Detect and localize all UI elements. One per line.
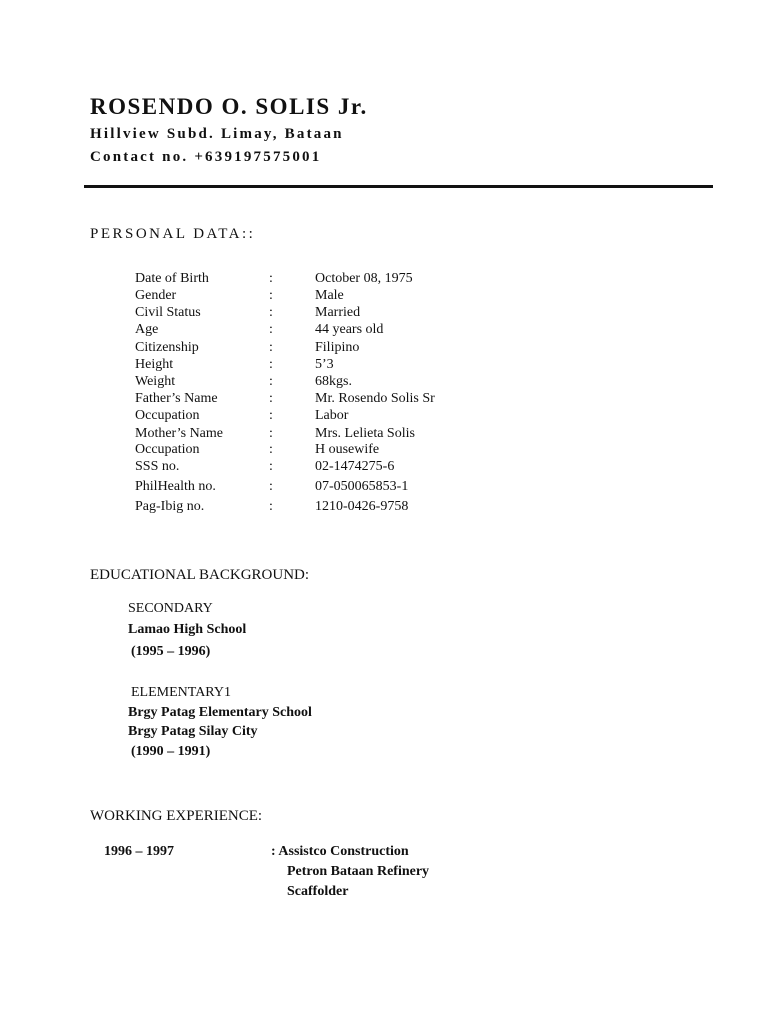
- personal-data-separator: :: [269, 499, 273, 514]
- personal-data-value: 68kgs.: [315, 374, 352, 389]
- work-location: Petron Bataan Refinery: [287, 864, 430, 879]
- personal-data-value: Mrs. Lelieta Solis: [315, 426, 415, 441]
- personal-data-row: [0, 288, 768, 306]
- personal-data-row: [0, 357, 768, 375]
- secondary-years: (1995 – 1996): [131, 644, 211, 659]
- personal-data-label: Gender: [135, 288, 177, 303]
- personal-data-label: Citizenship: [135, 340, 199, 355]
- personal-data-row: [0, 499, 768, 517]
- personal-data-label: Civil Status: [135, 305, 201, 320]
- personal-data-label: Pag-Ibig no.: [135, 499, 205, 514]
- personal-data-label: Occupation: [135, 442, 200, 457]
- personal-data-value: 44 years old: [315, 322, 384, 337]
- personal-data-row: [0, 479, 768, 497]
- personal-data-value: 5’3: [315, 357, 334, 372]
- applicant-address: Hillview Subd. Limay, Bataan: [90, 126, 344, 142]
- personal-data-label: Father’s Name: [135, 391, 218, 406]
- personal-data-value: 02-1474275-6: [315, 459, 395, 474]
- secondary-level: SECONDARY: [128, 601, 213, 616]
- work-years: 1996 – 1997: [104, 844, 174, 859]
- personal-data-row: [0, 459, 768, 477]
- personal-data-row: [0, 305, 768, 323]
- personal-data-value: H ousewife: [315, 442, 380, 457]
- personal-data-separator: :: [269, 288, 273, 303]
- personal-data-separator: :: [269, 305, 273, 320]
- work-position: Scaffolder: [287, 884, 349, 899]
- personal-data-label: Weight: [135, 374, 176, 389]
- elementary-school: Brgy Patag Elementary School: [128, 705, 312, 720]
- personal-data-separator: :: [269, 408, 273, 423]
- personal-data-label: SSS no.: [135, 459, 180, 474]
- personal-data-value: 07-050065853-1: [315, 479, 409, 494]
- personal-data-label: Height: [135, 357, 174, 372]
- work-heading: WORKING EXPERIENCE:: [90, 808, 263, 824]
- personal-data-row: [0, 408, 768, 426]
- personal-data-separator: :: [269, 322, 273, 337]
- secondary-school: Lamao High School: [128, 622, 247, 637]
- personal-data-value: Filipino: [315, 340, 360, 355]
- personal-data-value: October 08, 1975: [315, 271, 413, 286]
- applicant-name: ROSENDO O. SOLIS Jr.: [90, 94, 368, 119]
- personal-data-separator: :: [269, 271, 273, 286]
- personal-data-separator: :: [269, 340, 273, 355]
- personal-data-value: 1210-0426-9758: [315, 499, 409, 514]
- personal-data-row: [0, 442, 768, 460]
- elementary-location: Brgy Patag Silay City: [128, 724, 258, 739]
- personal-data-value: Mr. Rosendo Solis Sr: [315, 391, 435, 406]
- personal-data-value: Married: [315, 305, 361, 320]
- personal-data-label: Age: [135, 322, 159, 337]
- personal-data-row: [0, 374, 768, 392]
- personal-data-separator: :: [269, 357, 273, 372]
- personal-data-row: [0, 340, 768, 358]
- personal-data-row: [0, 391, 768, 409]
- personal-data-label: Mother’s Name: [135, 426, 223, 441]
- personal-data-value: Male: [315, 288, 344, 303]
- elementary-level: ELEMENTARY1: [131, 685, 231, 700]
- applicant-contact: Contact no. +639197575001: [90, 149, 322, 165]
- personal-data-label: PhilHealth no.: [135, 479, 216, 494]
- personal-data-separator: :: [269, 374, 273, 389]
- personal-data-separator: :: [269, 391, 273, 406]
- personal-data-heading: PERSONAL DATA::: [90, 226, 256, 242]
- personal-data-label: Date of Birth: [135, 271, 209, 286]
- personal-data-separator: :: [269, 426, 273, 441]
- personal-data-value: Labor: [315, 408, 349, 423]
- education-heading: EDUCATIONAL BACKGROUND:: [90, 567, 310, 583]
- personal-data-label: Occupation: [135, 408, 200, 423]
- personal-data-row: [0, 322, 768, 340]
- personal-data-row: [0, 271, 768, 289]
- personal-data-separator: :: [269, 442, 273, 457]
- elementary-years: (1990 – 1991): [131, 744, 211, 759]
- personal-data-separator: :: [269, 459, 273, 474]
- header-divider: [84, 185, 713, 188]
- work-company: : Assistco Construction: [271, 844, 409, 859]
- personal-data-separator: :: [269, 479, 273, 494]
